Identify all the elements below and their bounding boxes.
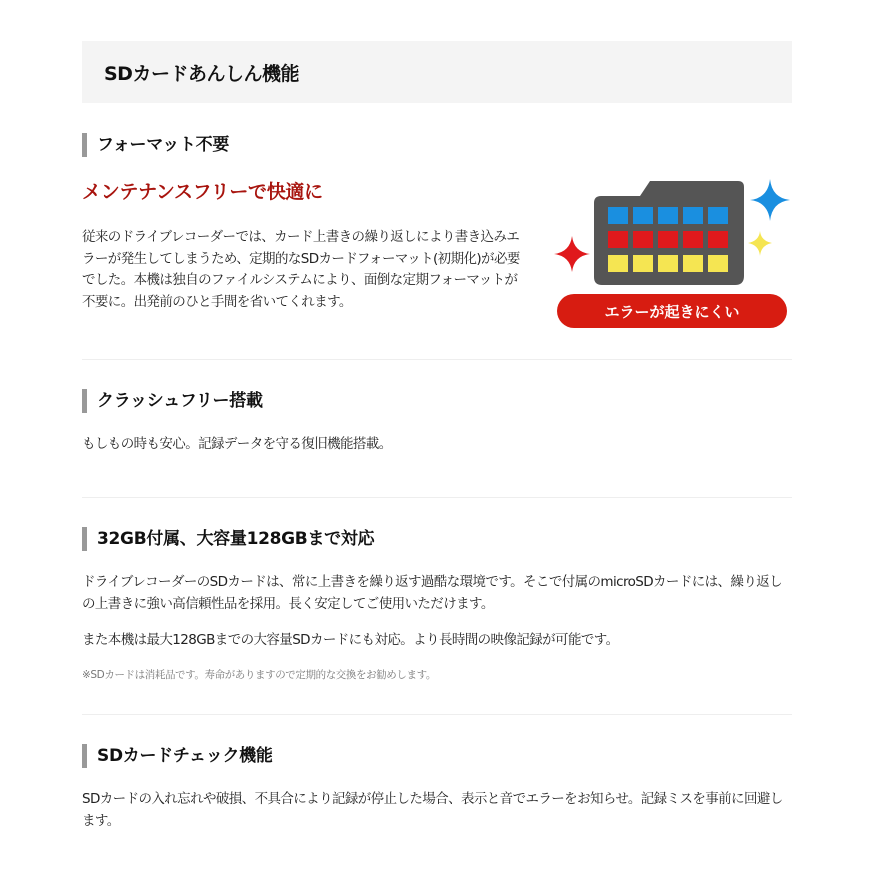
- section-body-capacity: ドライブレコーダーのSDカードは、常に上書きを繰り返す過酷な環境です。そこで付属のmicroSDカードには、繰り返しの上書きに強い高信頼性品を採用。長く安定してご使用いただけます。: [82, 574, 783, 612]
- sd-card-cell-yellow: [658, 255, 678, 272]
- section-body-sd-check: SDカードの入れ忘れや破損、不具合により記録が停止した場合、表示と音でエラーをお知らせ。記録ミスを事前に回避します。: [82, 791, 783, 829]
- sparkle-blue-icon: [750, 179, 790, 221]
- section-title-sd-check: SDカードチェック機能: [82, 744, 273, 768]
- section-title-crash-free: クラッシュフリー搭載: [82, 389, 263, 413]
- sd-card-cell-blue: [633, 207, 653, 224]
- sd-card-cell-yellow: [608, 255, 628, 272]
- sparkle-yellow-icon: [748, 231, 772, 256]
- section-divider: [82, 497, 792, 498]
- sd-card-cell-red: [608, 231, 628, 248]
- page-header: [82, 41, 792, 103]
- section-divider: [82, 359, 792, 360]
- section-note-consumable: ※SDカードは消耗品です。寿命がありますので定期的な交換をお勧めします。: [82, 669, 436, 681]
- sd-card-cell-yellow: [708, 255, 728, 272]
- sd-card-cell-yellow: [633, 255, 653, 272]
- sd-card-cell-blue: [683, 207, 703, 224]
- section-lead-maintenance-free: メンテナンスフリーで快適に: [82, 181, 323, 203]
- sd-card-cell-red: [658, 231, 678, 248]
- sd-card-icon: [594, 181, 744, 285]
- section-title-capacity: 32GB付属、大容量128GBまで対応: [82, 527, 374, 551]
- sd-card-cell-blue: [658, 207, 678, 224]
- section-title-format-free: フォーマット不要: [82, 133, 229, 157]
- sd-card-cell-blue: [708, 207, 728, 224]
- sd-card-cell-red: [683, 231, 703, 248]
- sd-card-cell-red: [633, 231, 653, 248]
- page-title: SDカードあんしん機能: [104, 62, 299, 85]
- sparkle-red-icon: [554, 236, 590, 272]
- section-body-capacity-extra: また本機は最大128GBまでの大容量SDカードにも対応。より長時間の映像記録が可能です。: [82, 632, 619, 648]
- sd-card-cell-yellow: [683, 255, 703, 272]
- error-resistant-badge: エラーが起きにくい: [557, 294, 787, 328]
- section-body-format-free: 従来のドライブレコーダーでは、カード上書きの繰り返しにより書き込みエラーが発生してしまうため、定期的なSDカードフォーマット(初期化)が必要でした。本機は独自のファイルシステムにより、面倒な定期フォーマットが不要に。出発前のひと手間を省いてくれます。: [82, 229, 520, 310]
- section-body-crash-free: もしもの時も安心。記録データを守る復旧機能搭載。: [82, 436, 392, 452]
- section-divider: [82, 714, 792, 715]
- sd-card-cell-red: [708, 231, 728, 248]
- sd-card-cell-blue: [608, 207, 628, 224]
